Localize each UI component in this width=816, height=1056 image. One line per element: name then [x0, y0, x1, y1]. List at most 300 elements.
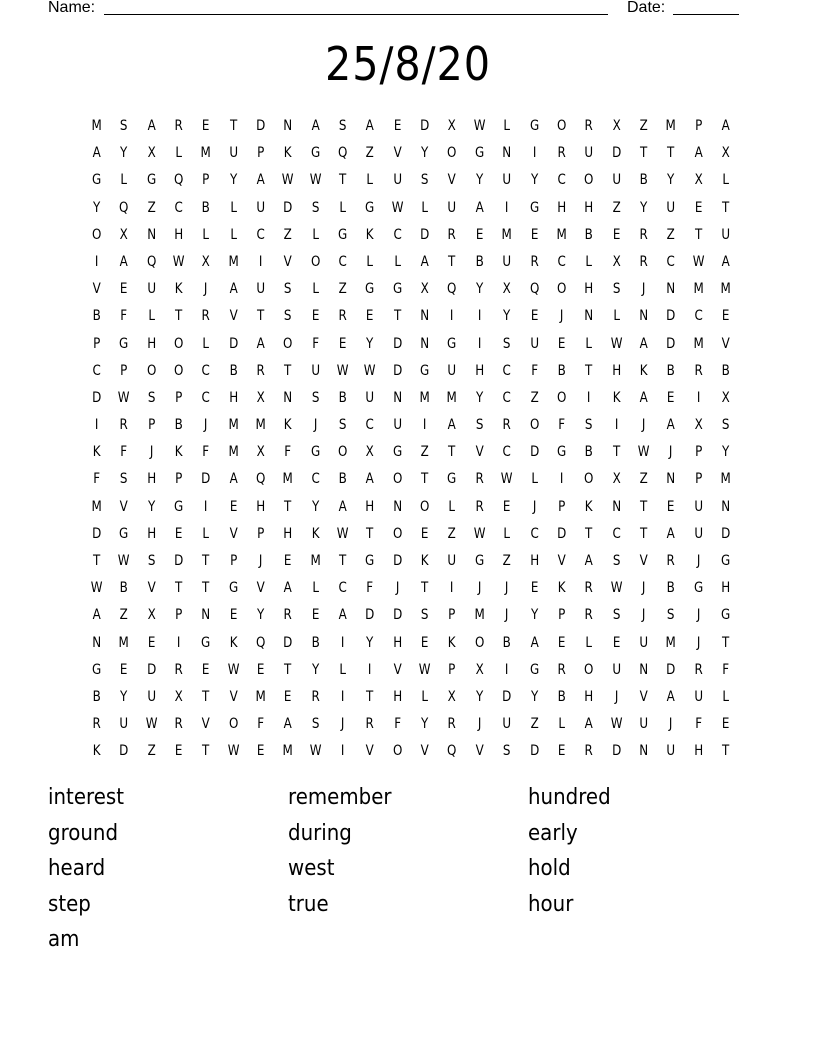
grid-cell[interactable]: J [696, 634, 700, 651]
grid-cell[interactable]: P [202, 172, 210, 189]
grid-cell[interactable]: O [556, 118, 567, 134]
grid-cell[interactable]: S [475, 417, 484, 434]
grid-cell[interactable]: W [118, 389, 130, 406]
grid-cell[interactable]: U [666, 743, 676, 760]
grid-cell[interactable]: B [721, 362, 730, 379]
grid-cell[interactable]: M [474, 607, 485, 624]
grid-cell[interactable]: D [256, 118, 266, 134]
grid-cell[interactable]: D [392, 335, 403, 352]
grid-cell[interactable]: E [284, 553, 292, 569]
grid-cell[interactable]: V [639, 553, 648, 569]
grid-cell[interactable]: G [474, 553, 485, 569]
grid-cell[interactable]: J [505, 607, 509, 624]
name-blank-line[interactable] [104, 14, 608, 15]
grid-cell[interactable]: L [120, 172, 128, 189]
grid-cell[interactable]: W [692, 253, 705, 270]
grid-cell[interactable]: H [365, 498, 375, 515]
grid-cell[interactable]: Y [721, 444, 730, 461]
grid-cell[interactable]: M [419, 389, 430, 406]
grid-cell[interactable]: U [256, 199, 266, 216]
grid-cell[interactable]: P [694, 118, 702, 134]
grid-cell[interactable]: A [584, 716, 593, 733]
grid-cell[interactable]: E [120, 661, 128, 678]
grid-cell[interactable]: G [447, 335, 457, 352]
grid-cell[interactable]: P [175, 389, 183, 406]
grid-cell[interactable]: N [639, 661, 648, 678]
grid-cell[interactable]: M [255, 688, 266, 705]
grid-cell[interactable]: H [228, 389, 238, 406]
grid-cell[interactable]: F [722, 661, 730, 678]
grid-cell[interactable]: J [696, 607, 700, 624]
grid-cell[interactable]: H [584, 688, 594, 705]
grid-cell[interactable]: G [146, 172, 156, 189]
grid-cell[interactable]: M [665, 634, 677, 651]
grid-cell[interactable]: E [721, 308, 730, 325]
grid-cell[interactable]: P [694, 444, 702, 461]
grid-cell[interactable]: R [174, 661, 183, 678]
grid-cell[interactable]: Y [475, 688, 484, 705]
grid-cell[interactable]: Z [147, 743, 156, 760]
grid-cell[interactable]: B [338, 471, 347, 488]
grid-cell[interactable]: J [641, 281, 646, 298]
grid-cell[interactable]: O [392, 743, 403, 760]
grid-cell[interactable]: P [448, 607, 456, 624]
grid-cell[interactable]: S [503, 335, 511, 352]
grid-cell[interactable]: T [721, 634, 730, 651]
grid-cell[interactable]: U [639, 634, 648, 651]
grid-cell[interactable]: Y [639, 199, 648, 216]
grid-cell[interactable]: X [694, 172, 703, 189]
grid-cell[interactable]: M [665, 118, 677, 134]
grid-cell[interactable]: S [503, 743, 511, 760]
grid-cell[interactable]: E [256, 743, 265, 760]
grid-cell[interactable]: U [365, 389, 375, 406]
grid-cell[interactable]: R [311, 688, 320, 705]
grid-cell[interactable]: H [283, 525, 293, 542]
grid-cell[interactable]: W [391, 199, 404, 216]
grid-cell[interactable]: E [202, 118, 210, 134]
grid-cell[interactable]: G [338, 226, 348, 243]
grid-cell[interactable]: G [556, 444, 567, 461]
grid-cell[interactable]: Z [639, 118, 648, 134]
grid-cell[interactable]: U [119, 716, 129, 733]
grid-cell[interactable]: R [557, 661, 566, 678]
grid-cell[interactable]: A [639, 389, 648, 406]
grid-cell[interactable]: F [394, 716, 401, 733]
grid-cell[interactable]: J [559, 308, 564, 325]
grid-cell[interactable]: E [174, 743, 183, 760]
grid-cell[interactable]: S [311, 716, 320, 733]
grid-cell[interactable]: E [694, 199, 702, 216]
grid-cell[interactable]: E [612, 634, 620, 651]
grid-cell[interactable]: S [338, 118, 347, 134]
grid-cell[interactable]: K [92, 444, 101, 461]
grid-cell[interactable]: L [339, 661, 347, 678]
grid-cell[interactable]: Y [421, 716, 429, 733]
grid-cell[interactable]: W [637, 444, 650, 461]
grid-cell[interactable]: D [502, 688, 512, 705]
grid-cell[interactable]: Z [147, 199, 156, 216]
grid-cell[interactable]: L [148, 308, 155, 325]
grid-cell[interactable]: C [666, 253, 676, 270]
grid-cell[interactable]: T [585, 362, 593, 379]
grid-cell[interactable]: T [721, 199, 730, 216]
grid-cell[interactable]: T [585, 525, 593, 542]
grid-cell[interactable]: G [365, 199, 375, 216]
grid-cell[interactable]: H [611, 362, 621, 379]
grid-cell[interactable]: H [392, 688, 402, 705]
grid-cell[interactable]: E [421, 634, 429, 651]
grid-cell[interactable]: C [502, 444, 511, 461]
grid-cell[interactable]: N [392, 498, 402, 515]
grid-cell[interactable]: W [172, 253, 185, 270]
grid-cell[interactable]: K [174, 281, 183, 298]
grid-cell[interactable]: L [312, 580, 319, 597]
grid-cell[interactable]: L [530, 471, 538, 488]
grid-cell[interactable]: I [559, 471, 564, 488]
grid-cell[interactable]: Z [338, 281, 347, 298]
grid-cell[interactable]: R [584, 580, 593, 597]
grid-cell[interactable]: J [696, 553, 700, 569]
grid-cell[interactable]: D [392, 553, 403, 569]
grid-cell[interactable]: R [92, 716, 101, 733]
grid-cell[interactable]: W [610, 716, 623, 733]
grid-cell[interactable]: T [229, 118, 238, 134]
grid-cell[interactable]: M [200, 145, 212, 162]
grid-cell[interactable]: U [147, 281, 156, 298]
grid-cell[interactable]: A [721, 118, 730, 134]
grid-cell[interactable]: I [94, 417, 99, 434]
grid-cell[interactable]: J [477, 580, 482, 597]
grid-cell[interactable]: D [201, 471, 211, 488]
grid-cell[interactable]: D [529, 444, 539, 461]
grid-cell[interactable]: Z [119, 607, 129, 624]
grid-cell[interactable]: E [311, 607, 320, 624]
grid-cell[interactable]: K [448, 634, 457, 651]
grid-cell[interactable]: A [229, 281, 238, 298]
grid-cell[interactable]: L [312, 226, 319, 243]
grid-cell[interactable]: A [721, 253, 730, 270]
grid-cell[interactable]: C [311, 471, 320, 488]
grid-cell[interactable]: W [610, 580, 623, 597]
grid-cell[interactable]: W [90, 580, 103, 597]
grid-cell[interactable]: J [669, 716, 673, 733]
grid-cell[interactable]: C [92, 362, 101, 379]
grid-cell[interactable]: H [584, 199, 594, 216]
grid-cell[interactable]: M [720, 281, 731, 298]
grid-cell[interactable]: V [229, 525, 238, 542]
grid-cell[interactable]: G [392, 281, 403, 298]
grid-cell[interactable]: Y [530, 172, 538, 189]
grid-cell[interactable]: N [283, 389, 293, 406]
grid-cell[interactable]: H [146, 471, 156, 488]
grid-cell[interactable]: N [420, 335, 430, 352]
grid-cell[interactable]: Q [146, 253, 157, 270]
grid-cell[interactable]: O [556, 389, 567, 406]
grid-cell[interactable]: G [720, 553, 731, 569]
grid-cell[interactable]: A [311, 118, 320, 134]
grid-cell[interactable]: D [392, 362, 403, 379]
grid-cell[interactable]: E [366, 308, 374, 325]
grid-cell[interactable]: J [258, 553, 263, 569]
grid-cell[interactable]: Z [448, 525, 457, 542]
grid-cell[interactable]: L [202, 525, 210, 542]
grid-cell[interactable]: X [721, 145, 730, 162]
grid-cell[interactable]: J [204, 417, 208, 434]
grid-cell[interactable]: L [230, 199, 237, 216]
grid-cell[interactable]: U [447, 362, 457, 379]
grid-cell[interactable]: L [503, 525, 511, 542]
grid-cell[interactable]: A [420, 253, 429, 270]
grid-cell[interactable]: K [639, 362, 648, 379]
grid-cell[interactable]: U [256, 281, 266, 298]
grid-cell[interactable]: O [420, 498, 430, 515]
grid-cell[interactable]: R [584, 743, 593, 760]
grid-cell[interactable]: T [694, 226, 702, 243]
grid-cell[interactable]: J [505, 580, 509, 597]
grid-cell[interactable]: U [147, 688, 156, 705]
grid-cell[interactable]: M [228, 444, 239, 461]
grid-cell[interactable]: C [502, 362, 511, 379]
grid-cell[interactable]: T [175, 308, 183, 325]
grid-cell[interactable]: W [227, 743, 240, 760]
grid-cell[interactable]: Y [475, 389, 484, 406]
grid-cell[interactable]: U [229, 145, 238, 162]
grid-cell[interactable]: U [393, 172, 402, 189]
grid-cell[interactable]: K [612, 389, 621, 406]
grid-cell[interactable]: N [639, 743, 648, 760]
grid-cell[interactable]: T [339, 553, 347, 569]
grid-cell[interactable]: D [666, 661, 676, 678]
grid-cell[interactable]: L [585, 335, 593, 352]
grid-cell[interactable]: P [147, 417, 155, 434]
grid-cell[interactable]: O [174, 362, 184, 379]
grid-cell[interactable]: L [558, 716, 565, 733]
grid-cell[interactable]: T [202, 743, 210, 760]
grid-cell[interactable]: L [421, 688, 429, 705]
grid-cell[interactable]: I [477, 308, 482, 325]
grid-cell[interactable]: A [530, 634, 539, 651]
grid-cell[interactable]: S [612, 607, 620, 624]
grid-cell[interactable]: Y [311, 498, 320, 515]
grid-cell[interactable]: C [338, 580, 347, 597]
grid-cell[interactable]: Z [420, 444, 429, 461]
grid-cell[interactable]: S [585, 417, 593, 434]
grid-cell[interactable]: G [420, 362, 430, 379]
grid-cell[interactable]: A [694, 145, 703, 162]
grid-cell[interactable]: E [393, 118, 402, 134]
grid-cell[interactable]: C [393, 226, 402, 243]
grid-cell[interactable]: F [311, 335, 319, 352]
grid-cell[interactable]: A [119, 253, 129, 270]
grid-cell[interactable]: N [584, 308, 594, 325]
grid-cell[interactable]: D [611, 145, 621, 162]
grid-cell[interactable]: O [556, 281, 567, 298]
grid-cell[interactable]: D [666, 335, 676, 352]
grid-cell[interactable]: R [694, 362, 703, 379]
grid-cell[interactable]: I [94, 253, 99, 270]
grid-cell[interactable]: Y [667, 172, 675, 189]
grid-cell[interactable]: I [477, 335, 482, 352]
grid-cell[interactable]: S [612, 553, 620, 569]
grid-cell[interactable]: B [311, 634, 320, 651]
date-blank-line[interactable] [673, 14, 739, 15]
grid-cell[interactable]: R [447, 226, 457, 243]
grid-cell[interactable]: E [557, 743, 566, 760]
grid-cell[interactable]: U [721, 226, 730, 243]
grid-cell[interactable]: R [584, 118, 593, 134]
grid-cell[interactable]: I [532, 145, 536, 162]
grid-cell[interactable]: C [365, 417, 375, 434]
grid-cell[interactable]: E [530, 580, 538, 597]
grid-cell[interactable]: J [477, 716, 482, 733]
grid-cell[interactable]: T [639, 498, 648, 515]
grid-cell[interactable]: E [721, 716, 730, 733]
grid-cell[interactable]: A [666, 417, 675, 434]
grid-cell[interactable]: R [447, 716, 457, 733]
grid-cell[interactable]: Y [530, 688, 538, 705]
grid-cell[interactable]: T [284, 498, 292, 515]
grid-cell[interactable]: R [557, 145, 566, 162]
grid-cell[interactable]: L [230, 226, 237, 243]
grid-cell[interactable]: R [639, 253, 648, 270]
grid-cell[interactable]: P [694, 471, 702, 488]
grid-cell[interactable]: X [612, 118, 621, 134]
grid-cell[interactable]: C [694, 308, 703, 325]
grid-cell[interactable]: F [120, 444, 128, 461]
grid-cell[interactable]: D [146, 661, 156, 678]
grid-cell[interactable]: A [284, 716, 293, 733]
grid-cell[interactable]: U [693, 688, 703, 705]
grid-cell[interactable]: Y [366, 335, 374, 352]
grid-cell[interactable]: N [201, 607, 211, 624]
grid-cell[interactable]: S [721, 417, 730, 434]
grid-cell[interactable]: T [202, 580, 210, 597]
grid-cell[interactable]: T [393, 308, 402, 325]
grid-cell[interactable]: I [423, 417, 427, 434]
grid-cell[interactable]: D [92, 525, 102, 542]
grid-cell[interactable]: V [92, 281, 101, 298]
grid-cell[interactable]: C [557, 172, 566, 189]
grid-cell[interactable]: M [720, 471, 731, 488]
grid-cell[interactable]: P [175, 607, 183, 624]
grid-cell[interactable]: B [557, 688, 566, 705]
grid-cell[interactable]: I [204, 498, 208, 515]
grid-cell[interactable]: T [448, 444, 456, 461]
grid-cell[interactable]: X [694, 417, 703, 434]
grid-cell[interactable]: X [201, 253, 211, 270]
grid-cell[interactable]: P [229, 553, 237, 569]
grid-cell[interactable]: V [229, 688, 238, 705]
grid-cell[interactable]: I [368, 661, 372, 678]
grid-cell[interactable]: U [693, 498, 703, 515]
grid-cell[interactable]: K [284, 417, 292, 434]
grid-cell[interactable]: D [529, 743, 539, 760]
grid-cell[interactable]: G [529, 661, 539, 678]
grid-cell[interactable]: K [420, 553, 429, 569]
grid-cell[interactable]: Y [311, 661, 320, 678]
grid-cell[interactable]: E [311, 308, 320, 325]
grid-cell[interactable]: J [669, 444, 673, 461]
grid-cell[interactable]: I [450, 308, 454, 325]
grid-cell[interactable]: T [202, 688, 210, 705]
grid-cell[interactable]: B [584, 444, 593, 461]
grid-cell[interactable]: L [366, 172, 374, 189]
grid-cell[interactable]: S [338, 417, 347, 434]
grid-cell[interactable]: L [612, 308, 620, 325]
grid-cell[interactable]: W [145, 716, 158, 733]
grid-cell[interactable]: E [557, 634, 566, 651]
grid-cell[interactable]: L [175, 145, 183, 162]
grid-cell[interactable]: Q [447, 743, 457, 760]
grid-cell[interactable]: G [310, 444, 321, 461]
grid-cell[interactable]: T [667, 145, 675, 162]
grid-cell[interactable]: H [475, 362, 484, 379]
grid-cell[interactable]: G [119, 335, 129, 352]
grid-cell[interactable]: O [392, 471, 403, 488]
grid-cell[interactable]: A [666, 688, 675, 705]
grid-cell[interactable]: W [227, 661, 240, 678]
grid-cell[interactable]: C [530, 525, 539, 542]
grid-cell[interactable]: J [641, 607, 646, 624]
grid-cell[interactable]: B [639, 172, 648, 189]
grid-cell[interactable]: I [505, 661, 509, 678]
grid-cell[interactable]: X [448, 688, 457, 705]
grid-cell[interactable]: I [587, 389, 591, 406]
grid-cell[interactable]: S [120, 118, 128, 134]
grid-cell[interactable]: L [722, 688, 729, 705]
grid-cell[interactable]: N [392, 389, 402, 406]
grid-cell[interactable]: G [201, 634, 211, 651]
grid-cell[interactable]: U [393, 417, 402, 434]
grid-cell[interactable]: J [532, 498, 536, 515]
grid-cell[interactable]: E [667, 498, 675, 515]
grid-cell[interactable]: V [201, 716, 211, 733]
grid-cell[interactable]: T [721, 743, 730, 760]
grid-cell[interactable]: A [229, 471, 238, 488]
grid-cell[interactable]: R [338, 308, 347, 325]
grid-cell[interactable]: K [311, 525, 320, 542]
grid-cell[interactable]: E [530, 226, 538, 243]
grid-cell[interactable]: X [612, 253, 621, 270]
grid-cell[interactable]: O [447, 145, 457, 162]
grid-cell[interactable]: M [91, 118, 102, 134]
grid-cell[interactable]: E [503, 498, 511, 515]
grid-cell[interactable]: Q [338, 145, 348, 162]
grid-cell[interactable]: F [530, 362, 538, 379]
grid-cell[interactable]: D [611, 743, 621, 760]
grid-cell[interactable]: E [256, 661, 265, 678]
grid-cell[interactable]: X [366, 444, 375, 461]
grid-cell[interactable]: X [475, 661, 484, 678]
grid-cell[interactable]: X [256, 389, 265, 406]
grid-cell[interactable]: G [529, 199, 539, 216]
grid-cell[interactable]: X [612, 471, 621, 488]
grid-cell[interactable]: A [338, 498, 347, 515]
grid-cell[interactable]: N [721, 498, 731, 515]
grid-cell[interactable]: S [284, 308, 292, 325]
grid-cell[interactable]: O [310, 253, 321, 270]
grid-cell[interactable]: R [174, 118, 183, 134]
grid-cell[interactable]: L [339, 199, 347, 216]
grid-cell[interactable]: J [149, 444, 154, 461]
grid-cell[interactable]: A [284, 580, 293, 597]
grid-cell[interactable]: A [475, 199, 484, 216]
grid-cell[interactable]: W [309, 743, 322, 760]
grid-cell[interactable]: W [118, 553, 130, 569]
grid-cell[interactable]: Q [447, 281, 457, 298]
grid-cell[interactable]: R [283, 607, 293, 624]
